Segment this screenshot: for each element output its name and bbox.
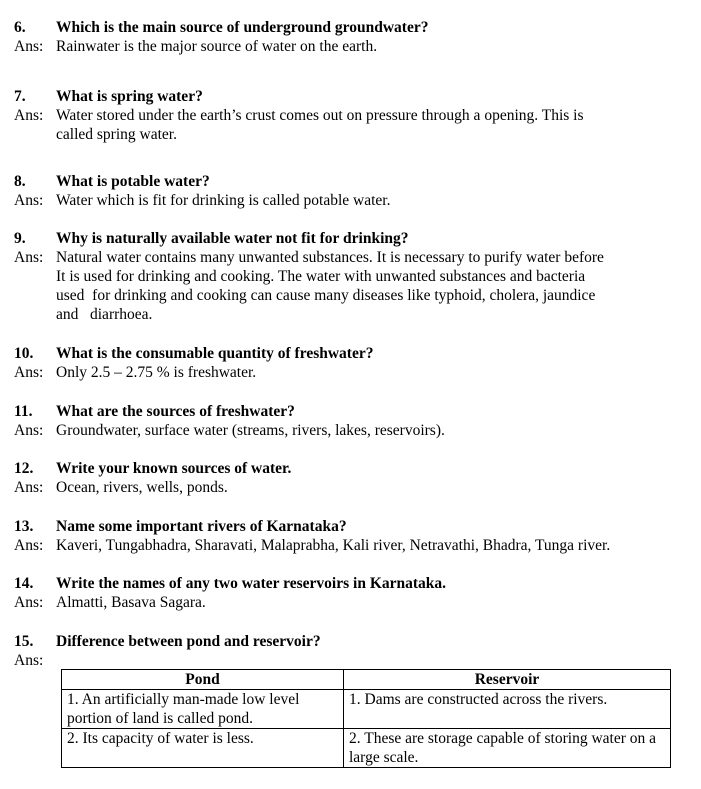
table-header-row: [62, 670, 671, 690]
question-text: Why is naturally available water not fit for drinking?: [56, 230, 409, 247]
answer-label: Ans:: [14, 479, 44, 496]
column-header-reservoir: Reservoir: [344, 670, 671, 690]
question-text: What is spring water?: [56, 88, 203, 105]
question-number: 15.: [14, 633, 34, 650]
answer-line: Water which is fit for drinking is called potable water.: [56, 192, 391, 209]
answer-label: Ans:: [14, 652, 44, 669]
qa-item-12: [0, 459, 701, 497]
answer-label: Ans:: [14, 594, 44, 611]
answer-label: Ans:: [14, 249, 44, 266]
table-cell: 1. Dams are constructed across the rivers.: [344, 690, 671, 729]
qa-item-9: [0, 229, 701, 324]
answer-label: Ans:: [14, 192, 44, 209]
table-row: [62, 690, 671, 729]
question-text: Which is the main source of underground groundwater?: [56, 19, 429, 36]
qa-item-11: [0, 402, 701, 440]
qa-item-14: [0, 574, 701, 612]
question-number: 13.: [14, 518, 34, 535]
question-text: Write the names of any two water reservoirs in Karnataka.: [56, 575, 447, 592]
question-text: What is the consumable quantity of freshwater?: [56, 345, 374, 362]
qa-item-15: [0, 632, 701, 670]
column-header-pond: Pond: [62, 670, 344, 690]
table-cell: 2. These are storage capable of storing water on a large scale.: [344, 729, 671, 768]
question-text: Name some important rivers of Karnataka?: [56, 518, 347, 535]
comparison-table: [61, 669, 671, 768]
qa-item-10: [0, 344, 701, 382]
question-text: What is potable water?: [56, 173, 210, 190]
answer-label: Ans:: [14, 107, 44, 124]
answer-line: and diarrhoea.: [56, 306, 153, 323]
answer-line: Only 2.5 – 2.75 % is freshwater.: [56, 364, 257, 381]
answer-line: Almatti, Basava Sagara.: [56, 594, 206, 611]
answer-line: Natural water contains many unwanted substances. It is necessary to purify water before: [56, 249, 604, 266]
question-number: 11.: [14, 403, 33, 420]
question-number: 12.: [14, 460, 34, 477]
answer-label: Ans:: [14, 537, 44, 554]
question-number: 7.: [14, 88, 26, 105]
question-number: 10.: [14, 345, 34, 362]
question-number: 8.: [14, 173, 26, 190]
qa-item-13: [0, 517, 701, 555]
answer-label: Ans:: [14, 38, 44, 55]
qa-item-8: [0, 172, 701, 210]
qa-item-6: [0, 18, 701, 56]
answer-label: Ans:: [14, 422, 44, 439]
answer-line: Rainwater is the major source of water on the earth.: [56, 38, 378, 55]
answer-line: called spring water.: [56, 126, 177, 143]
table-cell: 1. An artificially man-made low level portion of land is called pond.: [62, 690, 344, 729]
answer-line: It is used for drinking and cooking. The water with unwanted substances and bacteria: [56, 268, 586, 285]
question-number: 6.: [14, 19, 26, 36]
answer-line: Ocean, rivers, wells, ponds.: [56, 479, 228, 496]
table-row: [62, 729, 671, 768]
answer-line: Water stored under the earth’s crust comes out on pressure through a opening. This is: [56, 107, 584, 124]
question-number: 9.: [14, 230, 26, 247]
answer-line: Kaveri, Tungabhadra, Sharavati, Malaprabha, Kali river, Netravathi, Bhadra, Tunga river.: [56, 537, 611, 554]
table-cell: 2. Its capacity of water is less.: [62, 729, 344, 768]
answer-line: Groundwater, surface water (streams, rivers, lakes, reservoirs).: [56, 422, 445, 439]
answer-label: Ans:: [14, 364, 44, 381]
answer-line: used for drinking and cooking can cause many diseases like typhoid, cholera, jaundice: [56, 287, 596, 304]
question-text: Write your known sources of water.: [56, 460, 292, 477]
qa-item-7: [0, 87, 701, 144]
question-text: What are the sources of freshwater?: [56, 403, 295, 420]
question-text: Difference between pond and reservoir?: [56, 633, 321, 650]
question-number: 14.: [14, 575, 34, 592]
